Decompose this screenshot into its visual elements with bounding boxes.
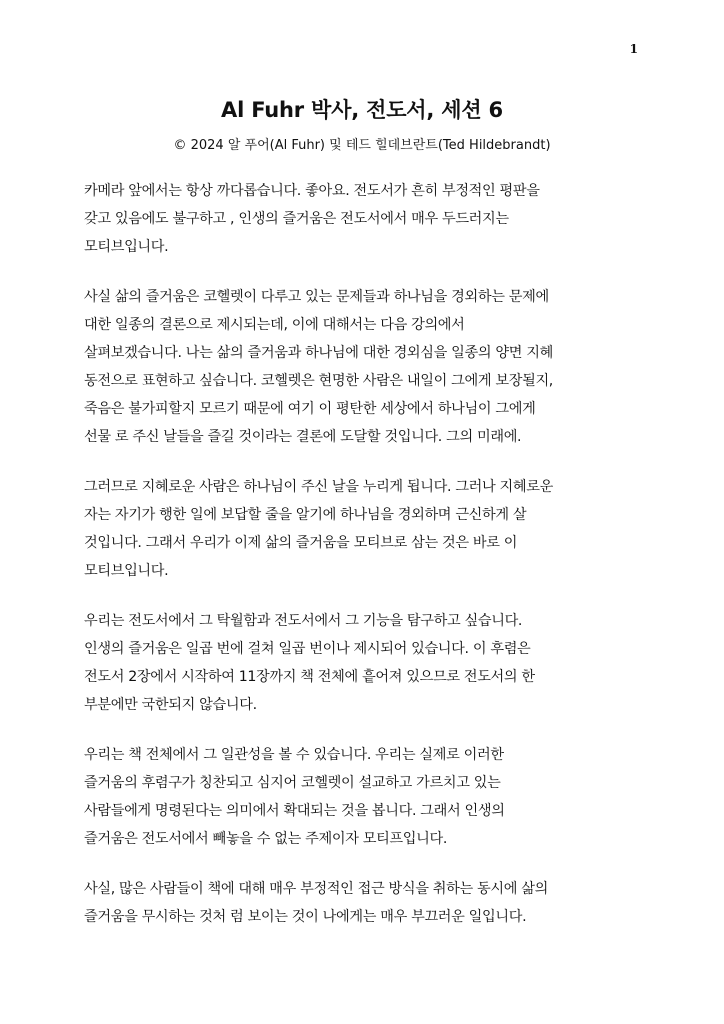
paragraph [84, 473, 646, 585]
text-line: 것입니다. 그래서 우리가 이제 삶의 즐거움을 모티브로 삼는 것은 바로 이 [84, 535, 518, 551]
text-line: 전도서 2장에서 시작하여 11장까지 책 전체에 흩어져 있으므로 전도서의 한 [84, 669, 535, 685]
text-line: 카메라 앞에서는 항상 까다롭습니다. 좋아요. 전도서가 흔히 부정적인 평판을 [84, 183, 540, 199]
text-line: 부분에만 국한되지 않습니다. [84, 697, 257, 713]
text-line: 사실 삶의 즐거움은 코헬렛이 다루고 있는 문제들과 하나님을 경외하는 문제에 [84, 289, 549, 305]
text-line: 모티브입니다. [84, 563, 169, 579]
copyright-line: © 2024 알 푸어(Al Fuhr) 및 테드 힐데브란트(Ted Hildebrandt) [173, 138, 551, 153]
text-line: 모티브입니다. [84, 239, 169, 255]
text-line: 선물 로 주신 날들을 즐길 것이라는 결론에 도달할 것입니다. 그의 미래에. [84, 429, 522, 445]
paragraph [84, 283, 646, 451]
text-line: 우리는 책 전체에서 그 일관성을 볼 수 있습니다. 우리는 실제로 이러한 [84, 747, 504, 763]
page-number: 1 [629, 42, 638, 56]
text-line: 즐거움을 무시하는 것처 럼 보이는 것이 나에게는 매우 부끄러운 일입니다. [84, 909, 527, 925]
text-line: 인생의 즐거움은 일곱 번에 걸쳐 일곱 번이나 제시되어 있습니다. 이 후렴은 [84, 641, 531, 657]
text-line: 갖고 있음에도 불구하고 , 인생의 즐거움은 전도서에서 매우 두드러지는 [84, 211, 509, 227]
text-line: 그러므로 지혜로운 사람은 하나님이 주신 날을 누리게 됩니다. 그러나 지혜로운 [84, 479, 553, 495]
text-line: 우리는 전도서에서 그 탁월함과 전도서에서 그 기능을 탐구하고 싶습니다. [84, 613, 523, 629]
text-line: 살펴보겠습니다. 나는 삶의 즐거움과 하나님에 대한 경외심을 일종의 양면 지혜 [84, 345, 553, 361]
document-body [84, 177, 646, 953]
text-line: 대한 일종의 결론으로 제시되는데, 이에 대해서는 다음 강의에서 [84, 317, 465, 333]
paragraph [84, 607, 646, 719]
document-title: Al Fuhr 박사, 전도서, 세션 6 [221, 98, 503, 122]
text-line: 사실, 많은 사람들이 책에 대해 매우 부정적인 접근 방식을 취하는 동시에 삶의 [84, 881, 548, 897]
text-line: 사람들에게 명령된다는 의미에서 확대되는 것을 봅니다. 그래서 인생의 [84, 803, 505, 819]
paragraph [84, 741, 646, 853]
text-line: 즐거움은 전도서에서 빼놓을 수 없는 주제이자 모티프입니다. [84, 831, 447, 847]
paragraph [84, 177, 646, 261]
text-line: 동전으로 표현하고 싶습니다. 코헬렛은 현명한 사람은 내일이 그에게 보장될지, [84, 373, 553, 389]
text-line: 죽음은 불가피할지 모르기 때문에 여기 이 평탄한 세상에서 하나님이 그에게 [84, 401, 536, 417]
paragraph [84, 875, 646, 931]
text-line: 즐거움의 후렴구가 칭찬되고 심지어 코헬렛이 설교하고 가르치고 있는 [84, 775, 501, 791]
text-line: 자는 자기가 행한 일에 보답할 줄을 알기에 하나님을 경외하며 근신하게 살 [84, 507, 527, 523]
